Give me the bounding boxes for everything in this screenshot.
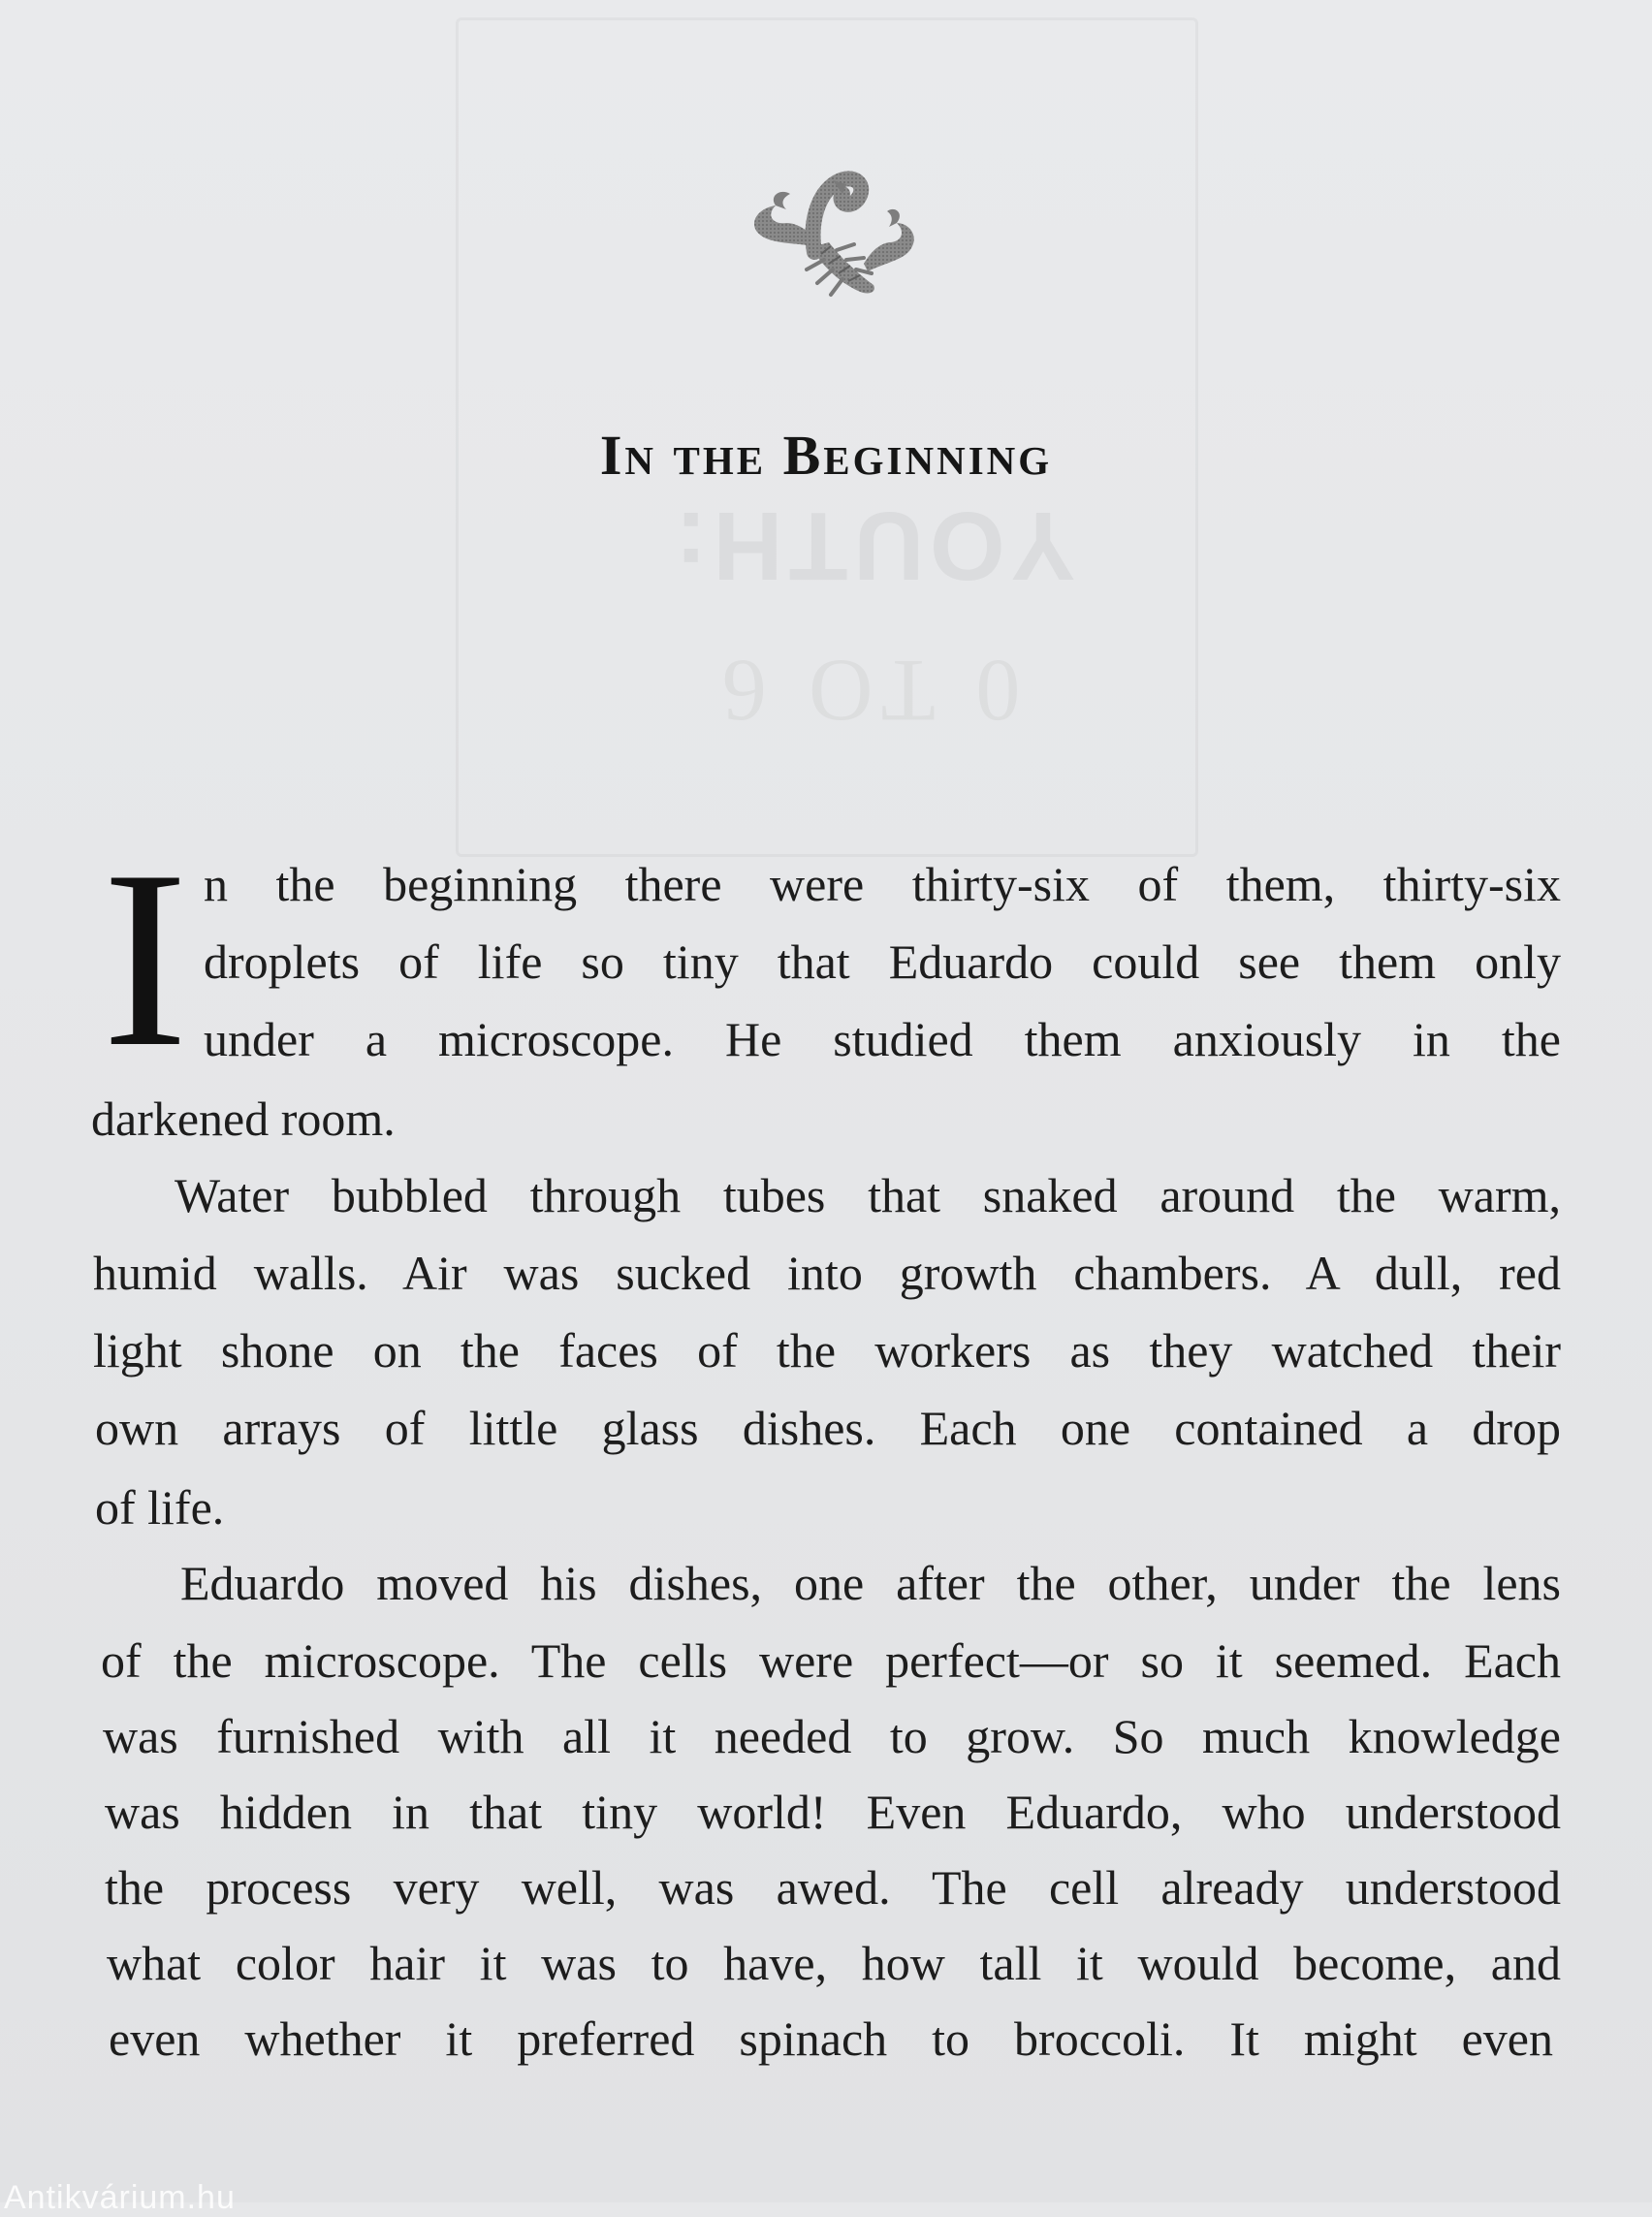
text-line: light shone on the faces of the workers as they watched their	[93, 1323, 1561, 1378]
bleed-through-text	[713, 640, 1020, 743]
text-line: own arrays of little glass dishes. Each one contained a drop	[95, 1401, 1561, 1455]
text-line: Eduardo moved his dishes, one after the other, under the lens	[180, 1556, 1561, 1610]
drop-cap: I	[102, 818, 189, 1099]
text-line: humid walls. Air was sucked into growth chambers. A dull, red	[93, 1246, 1561, 1300]
watermark: Antikvárium.hu	[4, 2179, 236, 2216]
text-line: under a microscope. He studied them anxiously in the	[204, 1012, 1561, 1066]
text-line: what color hair it was to have, how tall it would become, and	[107, 1936, 1561, 1990]
text-line: droplets of life so tiny that Eduardo could see them only	[204, 934, 1561, 989]
text-line: n the beginning there were thirty-six of them, thirty-six	[204, 857, 1561, 911]
text-line: Water bubbled through tubes that snaked around the warm,	[175, 1168, 1561, 1222]
chapter-title: In the Beginning	[599, 424, 1053, 487]
text-line: darkened room.	[91, 1092, 396, 1146]
text-line: was hidden in that tiny world! Even Eduardo, who understood	[105, 1785, 1561, 1839]
text-line: the process very well, was awed. The cell already understood	[105, 1860, 1561, 1915]
scorpion-icon	[722, 145, 945, 310]
text-line: even whether it preferred spinach to broccoli. It might even	[109, 2011, 1553, 2066]
text-line: was furnished with all it needed to grow. So much knowledge	[103, 1709, 1561, 1763]
text-line: of life.	[95, 1480, 225, 1535]
text-line: of the microscope. The cells were perfect—or so it seemed. Each	[101, 1633, 1561, 1688]
bleed-through-text: YOUTH:	[669, 491, 1076, 600]
